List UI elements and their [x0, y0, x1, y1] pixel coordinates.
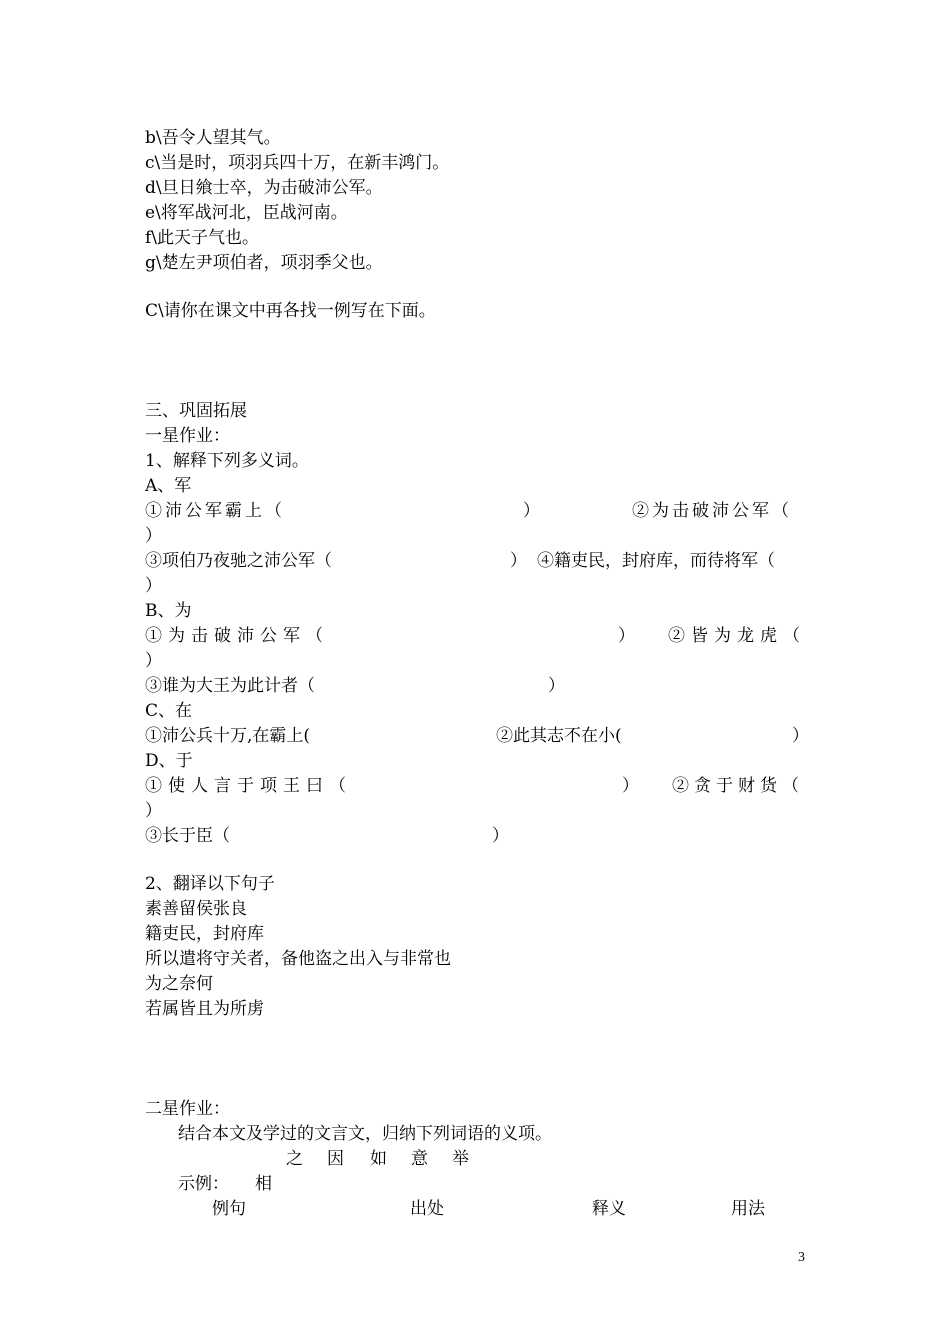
b2-close: ） [145, 651, 162, 671]
a3-close: ） [510, 551, 527, 571]
a2-prompt: ②为击破沛公军（ [632, 501, 792, 521]
item-d: d\旦日飨士卒，为击破沛公军。 [145, 178, 383, 198]
translate-1: 素善留侯张良 [145, 899, 247, 919]
word-3: 如 [370, 1149, 387, 1169]
one-star-heading: 一星作业： [145, 426, 230, 446]
word-4: 意 [411, 1149, 428, 1169]
col-usage: 用法 [731, 1199, 765, 1219]
two-star-heading: 二星作业： [145, 1099, 230, 1119]
b1-prompt: ①为击破沛公军（ [145, 626, 329, 646]
c-title: C、在 [145, 701, 193, 721]
a3-prompt: ③项伯乃夜驰之沛公军（ [145, 551, 332, 571]
translate-2: 籍吏民，封府库 [145, 924, 264, 944]
c-prompt: C\请你在课文中再各找一例写在下面。 [145, 301, 436, 321]
translate-4: 为之奈何 [145, 974, 213, 994]
d3-prompt: ③长于臣（ [145, 826, 230, 846]
b3-prompt: ③谁为大王为此计者（ [145, 676, 315, 696]
d-title: D、于 [145, 751, 193, 771]
c2-prompt: ②此其志不在小( [496, 726, 622, 746]
item-b: b\吾令人望其气。 [145, 128, 281, 148]
c2-close: ） [792, 726, 809, 746]
col-example: 例句 [212, 1199, 246, 1219]
translate-5: 若属皆且为所虏 [145, 999, 264, 1019]
col-meaning: 释义 [592, 1199, 626, 1219]
a1-close: ） [523, 501, 540, 521]
word-2: 因 [327, 1149, 344, 1169]
d1-prompt: ①使人言于项王曰（ [145, 776, 352, 796]
translate-3: 所以遣将守关者，备他盗之出入与非常也 [145, 949, 451, 969]
a-title: A、军 [145, 476, 192, 496]
b1-close: ） [618, 626, 635, 646]
d2-prompt: ②贪于财货（ [672, 776, 804, 796]
word-1: 之 [286, 1149, 303, 1169]
example-label: 示例： [178, 1174, 229, 1194]
two-star-instruction: 结合本文及学过的文言文，归纳下列词语的义项。 [178, 1124, 552, 1144]
a4-prompt: ④籍吏民，封府库，而待将军（ [537, 551, 775, 571]
a4-close: ） [145, 576, 162, 596]
d3-close: ） [492, 826, 509, 846]
q2-title: 2、翻译以下句子 [145, 874, 275, 894]
example-word: 相 [255, 1174, 272, 1194]
item-g: g\楚左尹项伯者，项羽季父也。 [145, 253, 383, 273]
a2-close: ） [145, 526, 162, 546]
b3-close: ） [548, 676, 565, 696]
d1-close: ） [622, 776, 639, 796]
b2-prompt: ②皆为龙虎（ [668, 626, 806, 646]
q1-title: 1、解释下列多义词。 [145, 451, 309, 471]
c1-prompt: ①沛公兵十万,在霸上( [145, 726, 311, 746]
a1-prompt: ①沛公军霸上（ [145, 501, 285, 521]
b-title: B、为 [145, 601, 192, 621]
item-e: e\将军战河北，臣战河南。 [145, 203, 348, 223]
d2-close: ） [145, 801, 162, 821]
section-heading: 三、巩固拓展 [145, 401, 247, 421]
col-source: 出处 [410, 1199, 444, 1219]
item-f: f\此天子气也。 [145, 228, 260, 248]
page-number: 3 [798, 1250, 805, 1265]
word-5: 举 [452, 1149, 469, 1169]
item-c: c\当是时，项羽兵四十万，在新丰鸿门。 [145, 153, 450, 173]
